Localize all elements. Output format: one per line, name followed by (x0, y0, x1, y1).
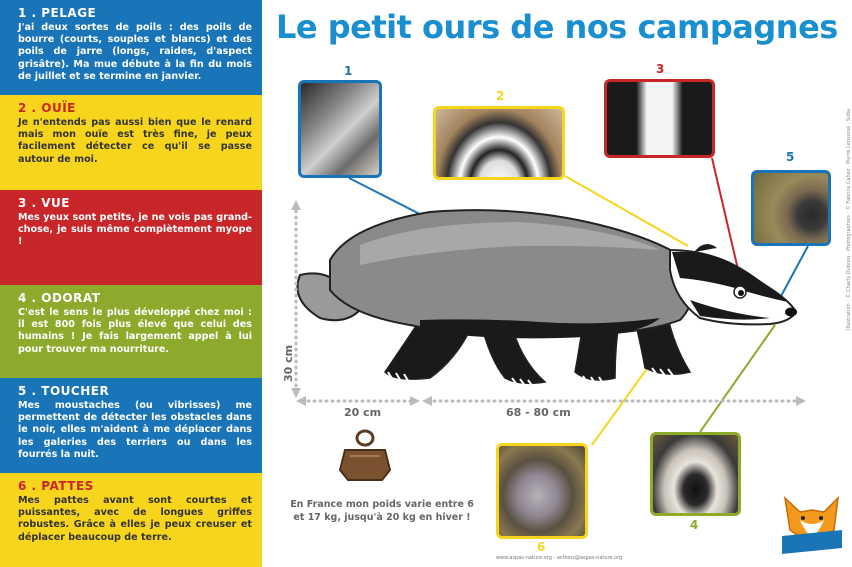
photo-number-1: 1 (344, 64, 353, 78)
photo-number-4: 4 (690, 518, 699, 532)
tail-length-label: 20 cm (344, 406, 382, 419)
height-label: 30 cm (282, 344, 295, 382)
connector-line-5 (780, 246, 808, 298)
section-heading: 5 . TOUCHER (18, 384, 110, 398)
section-heading: 4 . ODORAT (18, 291, 101, 305)
section-heading: 2 . OUÏE (18, 101, 76, 115)
photo-number-2: 2 (496, 89, 505, 103)
section-text: J'ai deux sortes de poils : des poils de bourre (courts, souples et blancs) et des poils de jarre (longs, raides, d'aspect grisâtre). Ma mue débute à la fin du mois de juillet et se termine en janvier. (18, 22, 252, 82)
footer-contact: www.aspas-nature.org - actions@aspas-nature.org (496, 555, 623, 561)
weight-caption: En France mon poids varie entre 6 et 17 kg, jusqu'à 20 kg en hiver ! (290, 499, 474, 523)
photo-ears (433, 106, 565, 180)
photo-eyes (604, 79, 715, 158)
section-text: Mes moustaches (ou vibrisses) me permettent de détecter les obstacles dans le noir, elles m'aident à me déplacer dans les galeries des terriers ou dans les fourrés la nuit. (18, 400, 252, 460)
section-heading: 6 . PATTES (18, 479, 94, 493)
section-text: Je n'entends pas aussi bien que le renard mais mon ouïe est très fine, je peux facilement détecter ce qu'il se passe autour de moi. (18, 117, 252, 165)
photo-fur (298, 80, 382, 178)
connector-line-4 (700, 325, 775, 432)
section-text: Mes yeux sont petits, je ne vois pas grand-chose, je suis même complètement myope ! (18, 212, 252, 248)
badger-drawing (298, 210, 798, 388)
photo-paw (496, 443, 588, 539)
photo-whiskers (751, 170, 831, 246)
photo-number-3: 3 (656, 62, 665, 76)
photo-credits: Illustration : © Charly Dubreu · Photographies : © Fabrice Cahez · Pierre Lenvoisé · Sidla (846, 108, 852, 330)
section-heading: 3 . VUE (18, 196, 70, 210)
section-text: Mes pattes avant sont courtes et puissantes, avec de longues griffes robustes. Grâce à elles je peux creuser et déplacer beaucoup de terre. (18, 495, 252, 543)
weight-icon (340, 431, 390, 480)
section-text: C'est le sens le plus développé chez moi : il est 800 fois plus élevé que celui des humains ! Je fais largement appel à lui pour trouver ma nourriture. (18, 307, 252, 355)
page-title: Le petit ours de nos campagnes (276, 8, 838, 46)
section-heading: 1 . PELAGE (18, 6, 97, 20)
body-length-label: 68 - 80 cm (506, 406, 571, 419)
aspas-logo (782, 498, 842, 554)
photo-number-6: 6 (537, 540, 546, 554)
photo-number-5: 5 (786, 150, 795, 164)
photo-snout (650, 432, 741, 516)
